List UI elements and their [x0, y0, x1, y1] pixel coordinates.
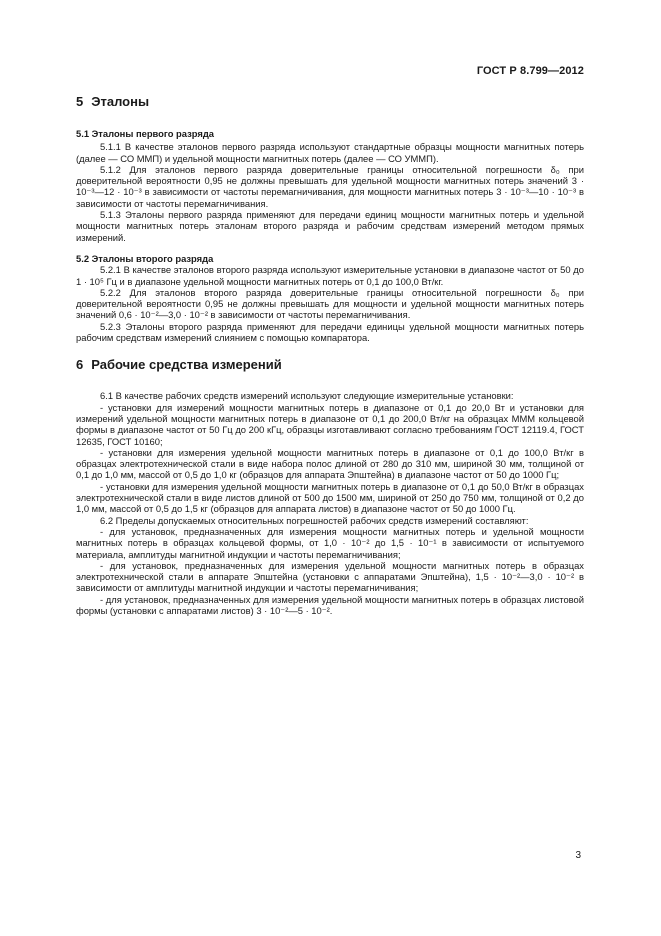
list-item-6-1-c: - установки для измерения удельной мощности магнитных потерь в диапазоне от 0,1 до 50,0 Вт/кг в образцах электротехнической стали в виде листов длиной от 500 до 1500 мм, шириной от 250 до 750 мм, толщиной от 0,2 до 1,0 мм, массой от 0,5 до 1,5 кг (образцов для аппарата листов) в диапазоне частот от 50 до 1000 Гц. [76, 480, 584, 515]
list-item-6-1-a: - установки для измерений мощности магнитных потерь в диапазоне от 0,1 до 20,0 Вт и установки для измерений удельной мощности магнитных потерь в диапазоне от 0,1 до 200,0 Вт/кг на образцах МММ кольцевой формы в диапазоне частот от 50 Гц до 200 кГц, образцы изготавливают согласно требованиям ГОСТ 12119.4, ГОСТ 12635, ГОСТ 10160; [76, 401, 584, 447]
list-item-6-1-b: - установки для измерения удельной мощности магнитных потерь в диапазоне от 0,1 до 100,0 Вт/кг в образцах электротехнической стали в виде набора полос длиной от 280 до 310 мм, шириной 30 мм, толщиной от 0,1 до 1,0 мм, массой от 0,5 до 1,0 кг (образцов для аппарата Эпштейна) в диапазоне частот от 50 до 1000 Гц; [76, 446, 584, 481]
paragraph-6-2: 6.2 Пределы допускаемых относительных погрешностей рабочих средств измерений составляют: [100, 514, 529, 526]
paragraph-6-1: 6.1 В качестве рабочих средств измерений используют следующие измерительные установки: [100, 390, 514, 402]
page-number: 3 [575, 850, 581, 861]
list-item-6-2-b: - для установок, предназначенных для измерения удельной мощности магнитных потерь в образцах электротехнической стали в аппарате Эпштейна (установки с аппаратами Эпштейна), 1,5 · 10⁻²—3,0 · 10⁻² в зависимости от амплитуды магнитной индукции и частоты перемагничивания; [76, 559, 584, 594]
paragraph-5-1-2: 5.1.2 Для эталонов первого разряда доверительные границы относительной погрешности δ₀ при доверительной вероятности 0,95 не должны превышать для удельной мощности магнитных потерь значений 3 · 10⁻³—12 · 10⁻³ в зависимости от частоты перемагничивания, для мощности магнитных потерь 3 · 10⁻³—10 · 10⁻³ в зависимости от частоты перемагничивания. [76, 163, 584, 209]
paragraph-5-2-1: 5.2.1 В качестве эталонов второго разряда используют измерительные установки в диапазоне частот от 50 до 1 · 10⁵ Гц и в диапазоне удельной мощности магнитных потерь от 0,1 до 100,0 Вт/кг. [76, 264, 584, 287]
paragraph-5-1-3: 5.1.3 Эталоны первого разряда применяют для передачи единиц мощности магнитных потерь и удельной мощности магнитных потерь эталонам второго разряда и рабочим средствам измерений методом прямых измерений. [76, 209, 584, 243]
section-5-heading [76, 94, 584, 110]
section-5-number: 5 [76, 94, 84, 109]
list-item-6-2-a: - для установок, предназначенных для измерения мощности магнитных потерь и удельной мощности магнитных потерь в образцах кольцевой формы, от 1,0 · 10⁻² до 1,5 · 10⁻¹ в зависимости от испытуемого материала, амплитуды магнитной индукции и частоты перемагничивания; [76, 525, 584, 560]
section-6-title: Рабочие средства измерений [91, 357, 282, 373]
section-6-heading [76, 357, 584, 373]
paragraph-5-2-2: 5.2.2 Для эталонов второго разряда доверительные границы относительной погрешности δ₀ при доверительной вероятности 0,95 не должны превышать для мощности и удельной мощности магнитных потерь значений 0,6 · 10⁻²—3,0 · 10⁻² в зависимости от частоты перемагничивания. [76, 286, 584, 321]
document-body [76, 94, 584, 616]
paragraph-5-2-3: 5.2.3 Эталоны второго разряда применяют для передачи единицы удельной мощности магнитных потерь рабочим средствам измерений слиянием с помощью компаратора. [76, 320, 584, 344]
section-5-title: Эталоны [91, 94, 150, 109]
list-item-6-2-c: - для установок, предназначенных для измерения удельной мощности магнитных потерь в образцах листовой формы (установки с аппаратами листов) 3 · 10⁻²—5 · 10⁻². [76, 593, 584, 616]
subsection-5-1-title: 5.1 Эталоны первого разряда [76, 128, 214, 139]
paragraph-5-1-1: 5.1.1 В качестве эталонов первого разряда используют стандартные образцы мощности магнитных потерь (далее — СО ММП) и удельной мощности магнитных потерь (далее — СО УММП). [76, 141, 584, 164]
section-6-number: 6 [76, 357, 84, 373]
document-code-header: ГОСТ Р 8.799—2012 [476, 65, 584, 77]
subsection-5-2-title: 5.2 Эталоны второго разряда [76, 252, 214, 264]
